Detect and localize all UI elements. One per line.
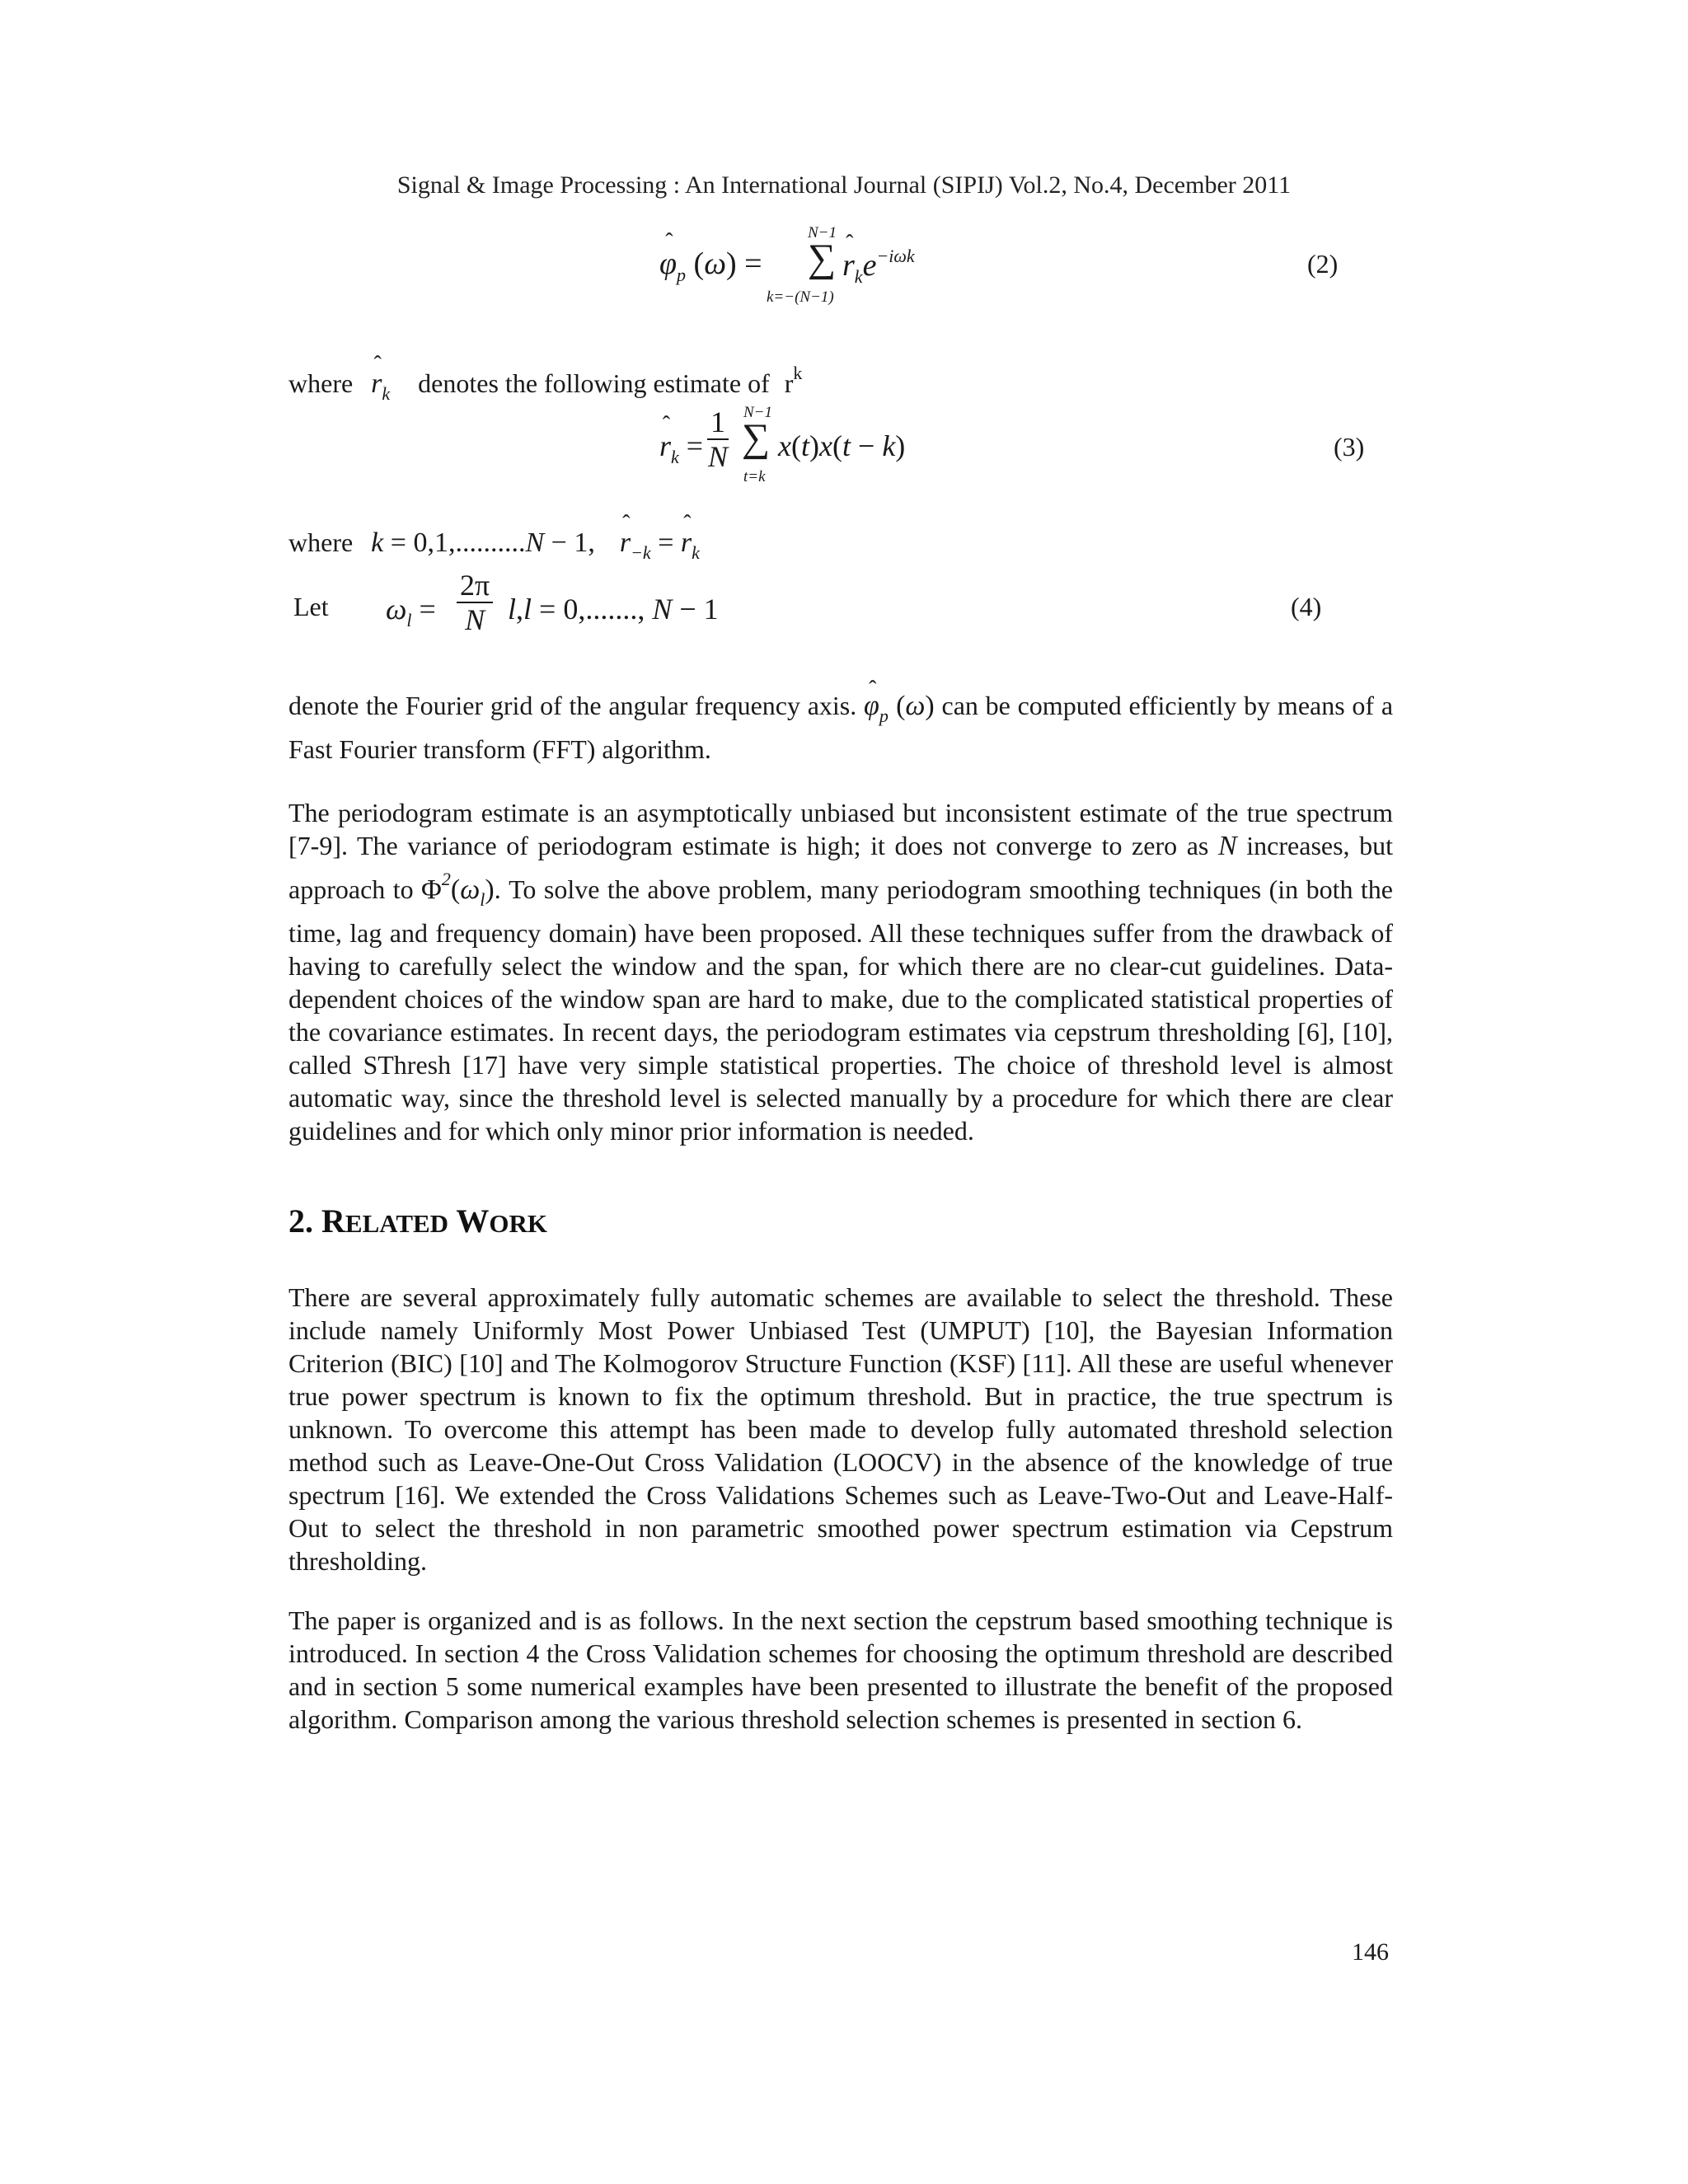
- running-header: Signal & Image Processing : An International Journal (SIPIJ) Vol.2, No.4, December 2011: [396, 171, 1292, 199]
- equation-number-2: (2): [1307, 249, 1339, 279]
- let-label: Let: [293, 592, 329, 621]
- eq3-upper-limit: N−1: [743, 404, 772, 421]
- where-k-line: where k = 0,1,..........N − 1, ˆ $r_{-k}$ = ˆ $r_k$: [288, 527, 700, 564]
- eq2-lower-limit: k=−(N−1): [767, 288, 834, 306]
- eq3-lower-limit: t=k: [743, 468, 766, 485]
- equation-number-4: (4): [1291, 592, 1322, 621]
- where-word-2: where: [288, 527, 354, 557]
- where-rk-line: where ˆ $r_k$ denotes the following estimate of $r^k$: [288, 363, 802, 405]
- where-word: where: [288, 368, 354, 398]
- paragraph-periodogram: The periodogram estimate is an asymptotically unbiased but inconsistent estimate of the true spectrum [7-9]. The variance of periodogram estimate is high; it does not converge to zero as N increases, but approach to $\Phi^2(\omega_l)$. To solve the above problem, many periodogram smoothing techniques (in both the time, lag and frequency domain) have been proposed. All these techniques suffer from the drawback of having to carefully select the window and the span, for which there are no clear-cut guidelines. Data-dependent choices of the window span are hard to make, due to the complicated statistical properties of the covariance estimates. In recent days, the periodogram estimates via cepstrum thresholding [6], [10], called SThresh [17] have very simple statistical properties. The choice of threshold level is almost automatic way, since the threshold level is selected manually by a procedure for which there are clear guidelines and for which only minor prior information is needed.: [288, 798, 1394, 1146]
- equation-number-3: (3): [1334, 432, 1365, 462]
- equation-3: ˆ $r_k$ = $\frac{1}{N}$ N−1 ∑ t=k x(t)x(t − k): [656, 404, 969, 494]
- estimate-description: denotes the following estimate of: [418, 368, 770, 398]
- equation-4: $\omega_l$ = $\frac{2\pi}{N}$ l,l = 0,......., N − 1: [386, 569, 719, 636]
- paragraph-fourier-grid: denote the Fourier grid of the angular frequency axis. ˆ $\varphi_p$ (ω) can be computed efficiently by means of a Fast Fourier transform (FFT) algorithm.: [288, 689, 1393, 766]
- page-number: 146: [1352, 1938, 1389, 1966]
- eq2-upper-limit: N−1: [808, 224, 837, 241]
- section-heading-related-work: 2. RELATED WORK: [288, 1202, 547, 1240]
- paragraph-related-work: There are several approximately fully automatic schemes are available to select the threshold. These include namely Uniformly Most Power Unbiased Test (UMPUT) [10], the Bayesian Information Criterion (BIC) [10] and The Kolmogorov Structure Function (KSF) [11]. All these are useful whenever true power spectrum is known to fix the optimum threshold. But in practice, the true spectrum is unknown. To overcome this attempt has been made to develop fully automated threshold selection method such as Leave-One-Out Cross Validation (LOOCV) in the absence of the knowledge of true spectrum [16]. We extended the Cross Validations Schemes such as Leave-Two-Out and Leave-Half-Out to select the threshold in non parametric smoothed power spectrum estimation via Cepstrum thresholding.: [288, 1282, 1393, 1576]
- equation-2: ˆ $\varphi_p$ (ω) = N−1 ∑ ˆ $r_ke^{-i\omega k}$ k=−(N−1): [651, 223, 948, 313]
- paragraph-organization: The paper is organized and is as follows. In the next section the cepstrum based smoothing technique is introduced. In section 4 the Cross Validation schemes for choosing the optimum threshold are described and in section 5 some numerical examples have been presented to illustrate the benefit of the proposed algorithm. Comparison among the various threshold selection schemes is presented in section 6.: [288, 1605, 1393, 1734]
